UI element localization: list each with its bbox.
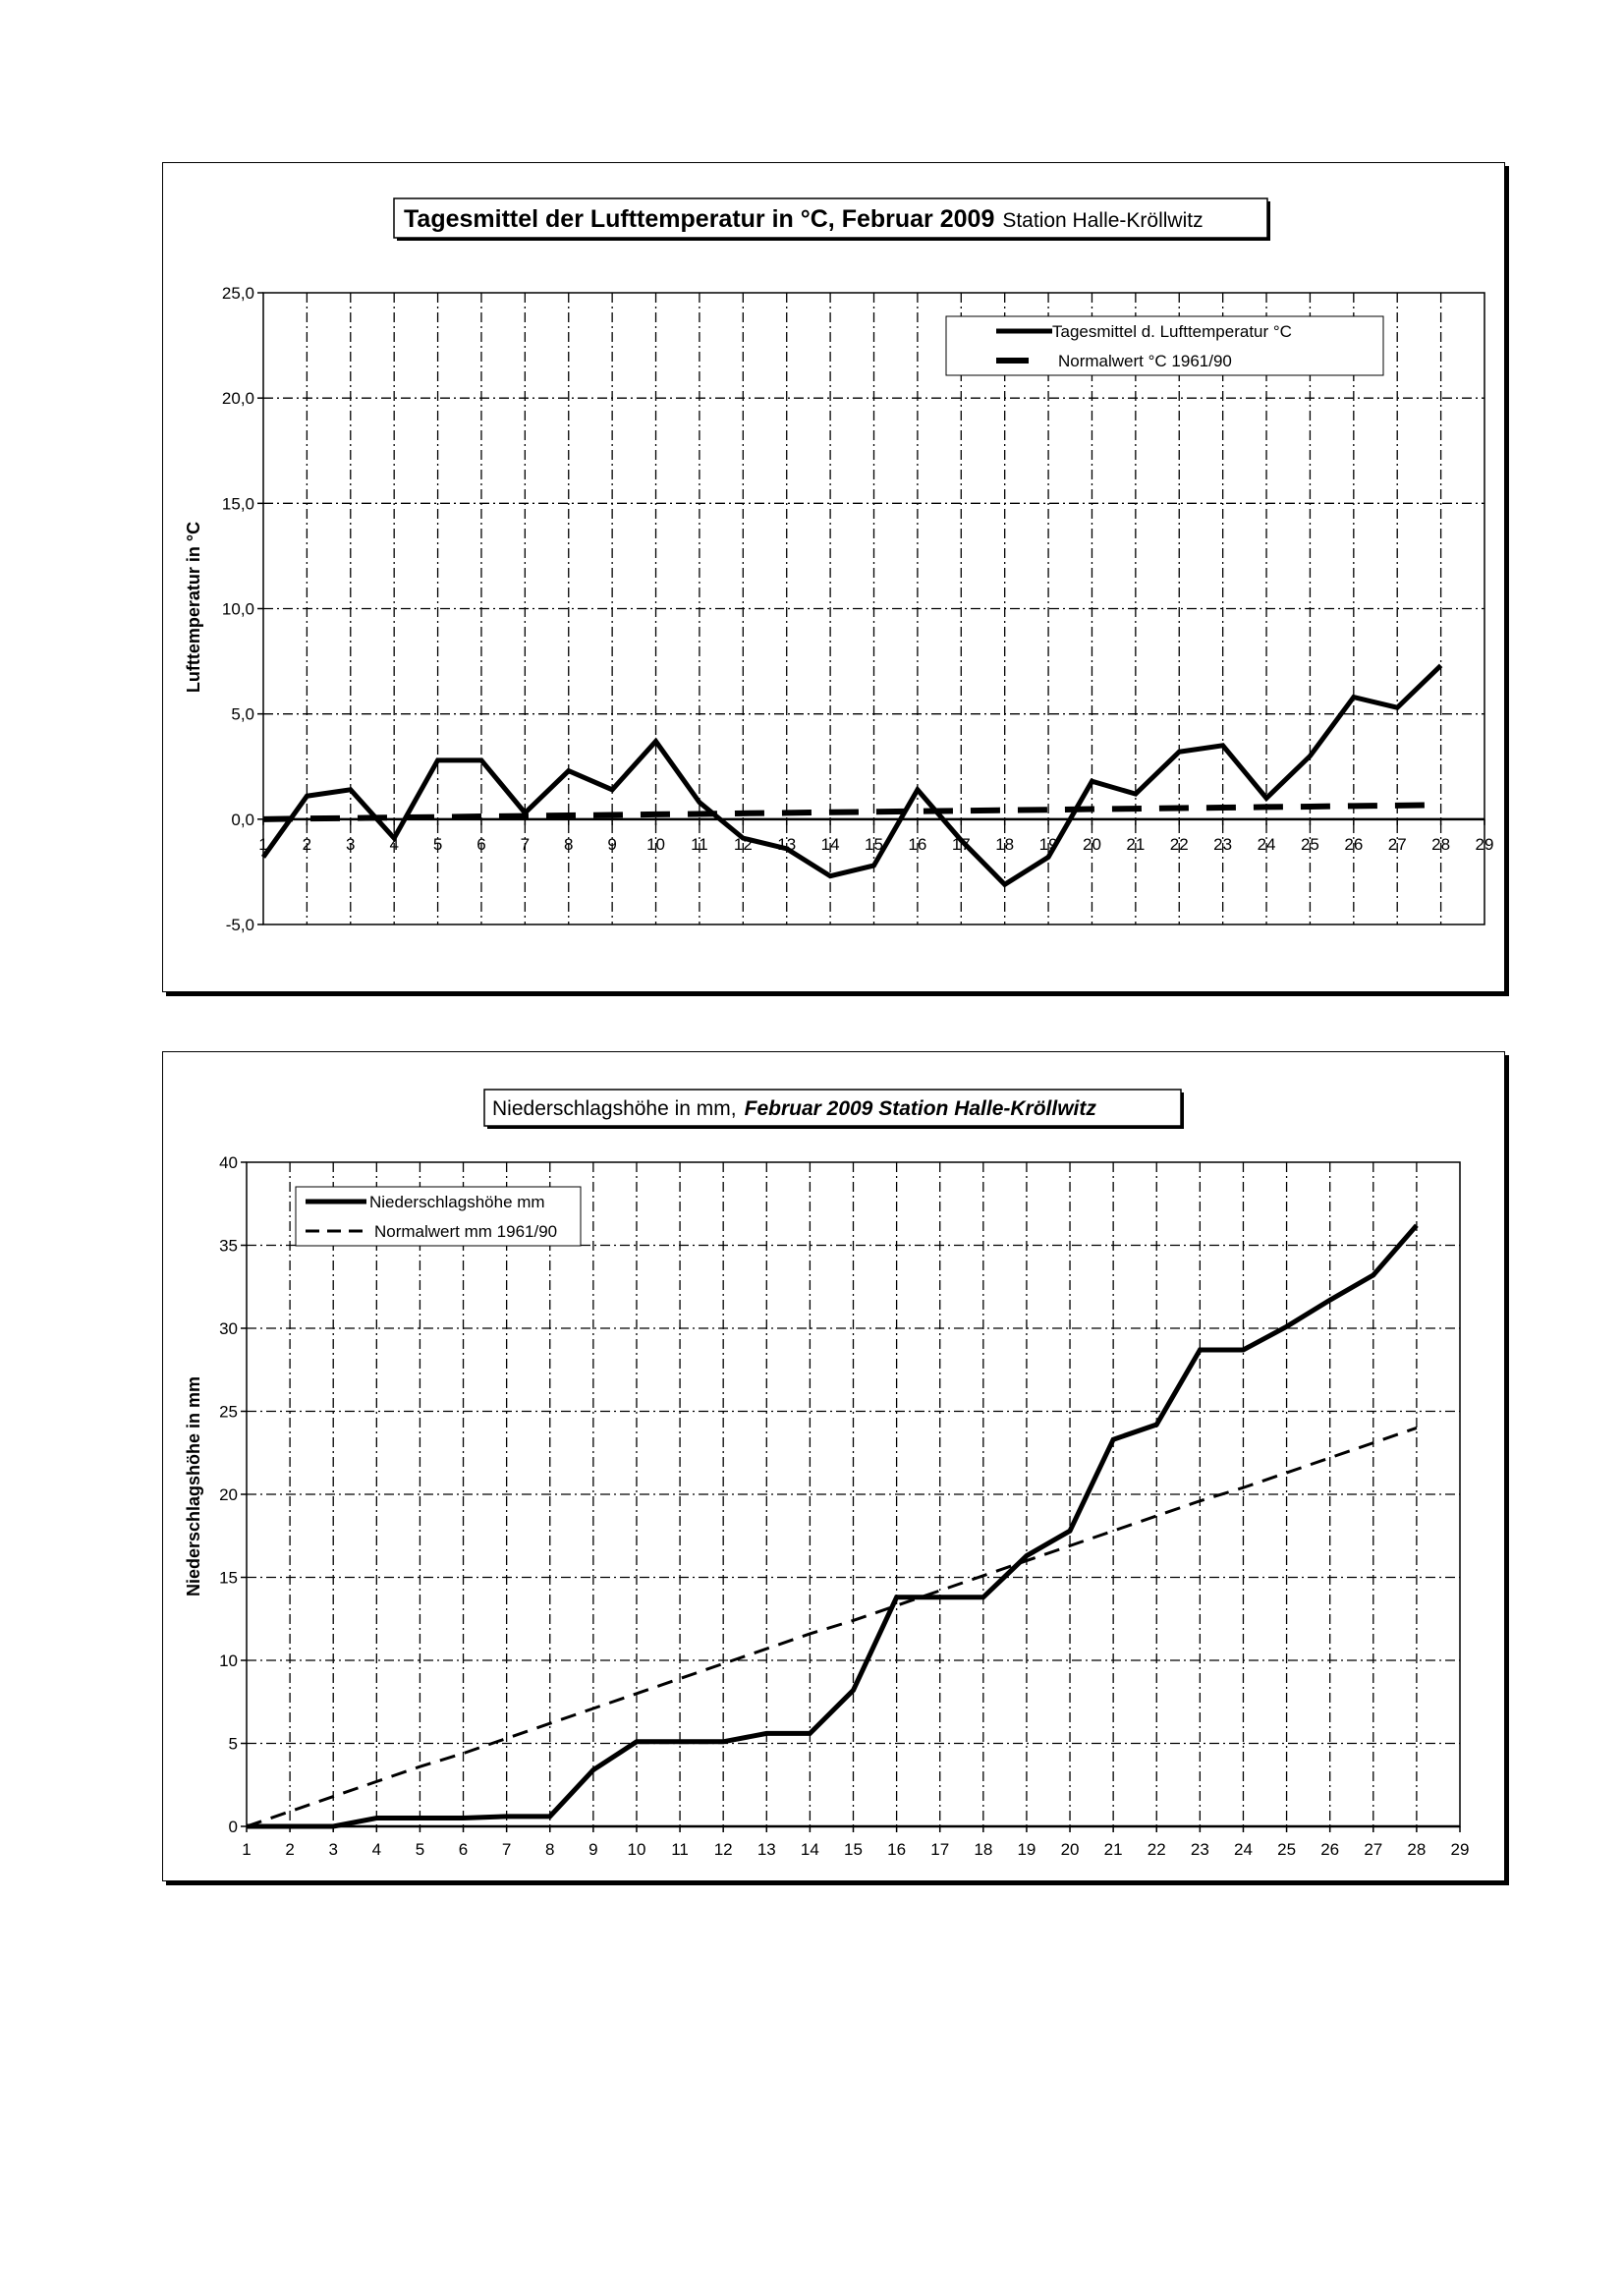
temperature-legend-label-1: Normalwert °C 1961/90 — [1058, 352, 1232, 370]
precip-x-tick-label: 1 — [242, 1840, 252, 1859]
precip-x-tick-label: 6 — [458, 1840, 469, 1859]
precip-x-tick-label: 25 — [1277, 1840, 1297, 1859]
precip-y-tick-label: 10 — [219, 1652, 238, 1670]
precip-y-tick-label: 5 — [228, 1734, 238, 1754]
temp-x-tick-label: 25 — [1300, 834, 1319, 854]
temp-y-tick-label: 15,0 — [221, 494, 254, 514]
precip-y-tick-label: 25 — [219, 1402, 238, 1422]
precip-x-tick-label: 14 — [800, 1840, 819, 1859]
temp-x-tick-label: 28 — [1431, 834, 1451, 854]
temp-x-tick-label: 17 — [951, 834, 971, 854]
precipitation-x-ticks — [242, 1826, 1469, 1859]
precipitation-y-axis-label: Niederschlagshöhe in mm — [184, 1375, 203, 1597]
temp-y-tick-label: 20,0 — [221, 389, 254, 409]
precip-x-tick-label: 11 — [671, 1840, 689, 1859]
temp-x-tick-label: 9 — [607, 834, 617, 854]
precipitation-y-ticks — [219, 1153, 247, 1836]
precip-x-tick-label: 19 — [1017, 1840, 1036, 1859]
temp-y-tick-label: 0,0 — [231, 810, 254, 829]
temp-x-tick-label: 27 — [1387, 834, 1407, 854]
precip-x-tick-label: 15 — [844, 1840, 863, 1859]
precip-y-tick-label: 35 — [219, 1236, 238, 1256]
precipitation-chart-title: Niederschlagshöhe in mm, Februar 2009 Station Halle-Kröllwitz — [492, 1097, 1096, 1120]
precip-x-tick-label: 3 — [328, 1840, 338, 1859]
precip-series-actual-line — [247, 1225, 1417, 1826]
precip-y-tick-label: 15 — [219, 1568, 238, 1588]
temperature-legend-label-0: Tagesmittel d. Lufttemperatur °C — [1052, 322, 1292, 341]
temperature-legend — [946, 316, 1383, 375]
precip-x-tick-label: 20 — [1060, 1840, 1080, 1859]
temp-x-tick-label: 20 — [1083, 834, 1101, 854]
precipitation-chart — [163, 1052, 1504, 1880]
temp-x-tick-label: 6 — [476, 834, 486, 854]
temp-x-tick-label: 12 — [733, 834, 753, 854]
precip-x-tick-label: 27 — [1364, 1840, 1383, 1859]
precip-x-tick-label: 22 — [1147, 1840, 1166, 1859]
temp-x-tick-label: 3 — [346, 834, 356, 854]
precip-x-tick-label: 17 — [930, 1840, 950, 1859]
precipitation-chart-panel — [162, 1051, 1505, 1881]
temperature-y-ticks — [222, 284, 263, 934]
temp-x-tick-label: 4 — [389, 834, 399, 854]
precip-y-tick-label: 40 — [219, 1153, 238, 1172]
temp-x-tick-label: 13 — [777, 834, 797, 854]
precip-x-tick-label: 2 — [285, 1840, 295, 1859]
precipitation-legend — [296, 1187, 581, 1246]
temp-x-tick-label: 23 — [1213, 834, 1233, 854]
precip-x-tick-label: 13 — [756, 1840, 776, 1859]
temperature-chart-panel — [162, 162, 1505, 992]
precip-y-tick-label: 30 — [219, 1319, 238, 1338]
precip-x-tick-label: 8 — [545, 1840, 555, 1859]
temp-x-tick-label: 24 — [1257, 834, 1276, 854]
precip-x-tick-label: 7 — [501, 1840, 512, 1859]
precip-x-tick-label: 23 — [1190, 1840, 1209, 1859]
temp-y-tick-label: 10,0 — [221, 599, 254, 619]
temperature-chart-title: Tagesmittel der Lufttemperatur in °C, Februar 2009 Station Halle-Kröllwitz — [404, 205, 1204, 233]
temp-x-tick-label: 8 — [564, 834, 574, 854]
precip-x-tick-label: 5 — [415, 1840, 425, 1859]
precipitation-grid — [247, 1162, 1460, 1826]
precipitation-legend-label-1: Normalwert mm 1961/90 — [374, 1222, 558, 1241]
precip-x-tick-label: 9 — [588, 1840, 598, 1859]
temp-x-tick-label: 1 — [258, 834, 268, 854]
temperature-grid — [263, 293, 1484, 924]
temp-x-tick-label: 14 — [820, 834, 840, 854]
precip-x-tick-label: 21 — [1103, 1840, 1123, 1859]
temperature-chart — [163, 163, 1504, 991]
temp-y-tick-label: -5,0 — [225, 916, 254, 934]
precip-x-tick-label: 16 — [887, 1840, 907, 1859]
temp-x-tick-label: 15 — [865, 834, 883, 854]
temperature-x-ticks — [258, 819, 1493, 854]
precip-x-tick-label: 4 — [371, 1840, 382, 1859]
precip-x-tick-label: 18 — [974, 1840, 993, 1859]
temp-x-tick-label: 5 — [432, 834, 443, 854]
precip-x-tick-label: 26 — [1320, 1840, 1340, 1859]
temp-x-tick-label: 16 — [908, 834, 927, 854]
temp-x-tick-label: 29 — [1475, 834, 1494, 854]
precip-y-tick-label: 20 — [219, 1485, 238, 1504]
temp-x-tick-label: 2 — [302, 834, 312, 854]
precip-x-tick-label: 24 — [1234, 1840, 1253, 1859]
temp-x-tick-label: 11 — [691, 834, 708, 854]
temp-x-tick-label: 7 — [520, 834, 531, 854]
temp-series-normal-line — [263, 805, 1441, 819]
temp-x-tick-label: 18 — [995, 834, 1015, 854]
temperature-y-axis-label: Lufttemperatur in °C — [184, 521, 203, 694]
precip-series-normal-line — [247, 1428, 1417, 1826]
temp-x-tick-label: 19 — [1038, 834, 1058, 854]
temp-x-tick-label: 22 — [1169, 834, 1189, 854]
precip-x-tick-label: 10 — [627, 1840, 646, 1859]
precip-x-tick-label: 28 — [1407, 1840, 1427, 1859]
temp-y-tick-label: 5,0 — [231, 704, 254, 724]
precipitation-series-group — [247, 1225, 1417, 1826]
precip-y-tick-label: 0 — [228, 1818, 238, 1836]
temp-y-tick-label: 25,0 — [221, 284, 254, 303]
precipitation-legend-label-0: Niederschlagshöhe mm — [369, 1193, 545, 1211]
temp-x-tick-label: 21 — [1126, 834, 1146, 854]
temp-x-tick-label: 10 — [646, 834, 665, 854]
precip-x-tick-label: 12 — [713, 1840, 733, 1859]
precip-x-tick-label: 29 — [1450, 1840, 1470, 1859]
temp-x-tick-label: 26 — [1344, 834, 1364, 854]
